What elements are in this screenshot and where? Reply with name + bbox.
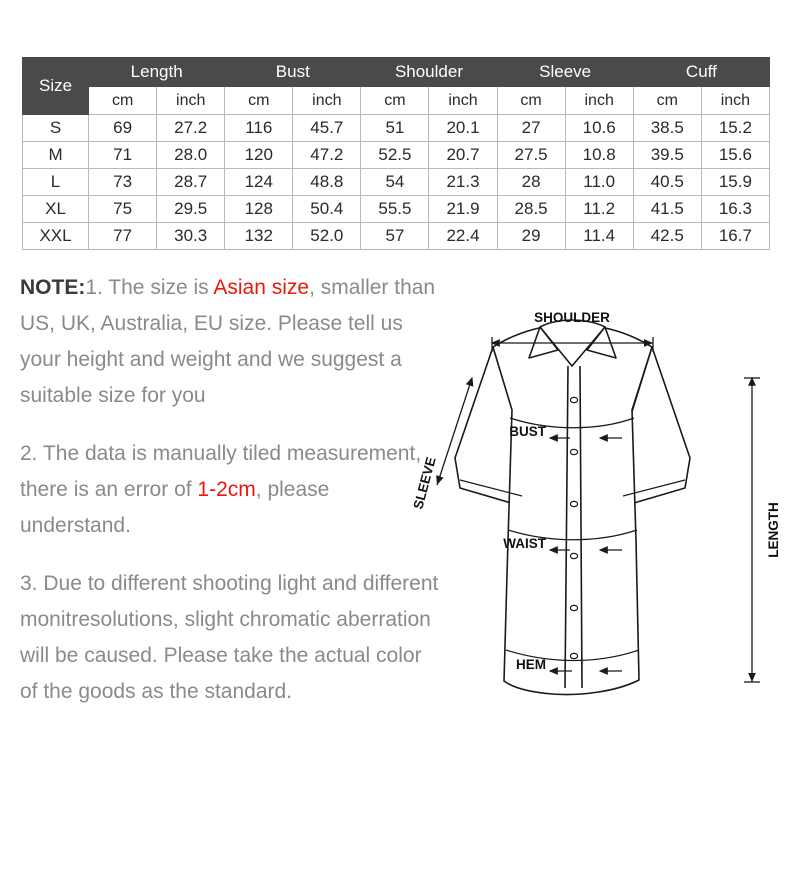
table-cell-size: XL <box>23 196 89 223</box>
label-hem: HEM <box>516 657 546 672</box>
table-cell: 55.5 <box>361 196 429 223</box>
table-cell: 120 <box>225 142 293 169</box>
table-row <box>23 169 770 196</box>
label-waist: WAIST <box>503 536 546 551</box>
table-cell: 28.5 <box>497 196 565 223</box>
table-cell: 51 <box>361 115 429 142</box>
table-cell: 45.7 <box>293 115 361 142</box>
table-cell: 52.0 <box>293 223 361 250</box>
note-1-highlight: Asian size <box>213 276 310 299</box>
table-cell: 10.8 <box>565 142 633 169</box>
table-cell: 128 <box>225 196 293 223</box>
table-cell: 69 <box>89 115 157 142</box>
table-cell-size: L <box>23 169 89 196</box>
table-cell: 38.5 <box>633 115 701 142</box>
table-cell: 28 <box>497 169 565 196</box>
table-cell: 15.2 <box>701 115 769 142</box>
table-cell: 42.5 <box>633 223 701 250</box>
size-chart-table <box>22 57 770 250</box>
table-unit-length-cm: cm <box>89 87 157 115</box>
note-1-text-part2: , smaller than US, UK, Australia, EU size. Please tell us your height and weight and we suggest a suitable size for you <box>20 276 436 407</box>
table-cell-size: M <box>23 142 89 169</box>
table-cell: 15.9 <box>701 169 769 196</box>
table-cell: 29.5 <box>157 196 225 223</box>
table-cell: 48.8 <box>293 169 361 196</box>
table-cell: 124 <box>225 169 293 196</box>
table-unit-sleeve-cm: cm <box>497 87 565 115</box>
table-header-length: Length <box>89 58 225 87</box>
table-cell: 52.5 <box>361 142 429 169</box>
table-cell: 57 <box>361 223 429 250</box>
table-unit-shoulder-inch: inch <box>429 87 497 115</box>
note-2-text-part2: , please understand. <box>20 478 330 537</box>
notes-section <box>20 270 440 732</box>
length-measure-arrow <box>744 378 760 682</box>
note-2 <box>20 436 440 544</box>
label-sleeve: SLEEVE <box>410 455 439 511</box>
table-unit-cuff-cm: cm <box>633 87 701 115</box>
table-cell: 20.1 <box>429 115 497 142</box>
label-bust: BUST <box>509 424 546 439</box>
table-row <box>23 115 770 142</box>
table-head <box>23 58 770 115</box>
table-header-cuff: Cuff <box>633 58 769 87</box>
table-cell: 11.0 <box>565 169 633 196</box>
table-cell: 27 <box>497 115 565 142</box>
table-cell: 15.6 <box>701 142 769 169</box>
table-cell: 27.2 <box>157 115 225 142</box>
shirt-measurement-diagram <box>400 300 790 740</box>
table-header-row-units <box>23 87 770 115</box>
table-header-shoulder: Shoulder <box>361 58 497 87</box>
note-2-highlight: 1-2cm <box>197 478 256 501</box>
table-cell: 11.4 <box>565 223 633 250</box>
note-2-text-part1: 2. The data is manually tiled measurement, there is an error of <box>20 442 422 501</box>
table-cell: 30.3 <box>157 223 225 250</box>
note-3: 3. Due to different shooting light and different monitresolutions, slight chromatic aberration will be caused. Please take the actual color of the goods as the standard. <box>20 572 439 703</box>
table-header-size: Size <box>23 58 89 115</box>
table-unit-bust-inch: inch <box>293 87 361 115</box>
table-cell: 22.4 <box>429 223 497 250</box>
size-chart-table-container <box>22 57 770 250</box>
table-cell: 21.3 <box>429 169 497 196</box>
table-cell: 132 <box>225 223 293 250</box>
table-unit-sleeve-inch: inch <box>565 87 633 115</box>
table-cell: 50.4 <box>293 196 361 223</box>
table-row <box>23 142 770 169</box>
table-unit-cuff-inch: inch <box>701 87 769 115</box>
table-cell: 16.7 <box>701 223 769 250</box>
table-cell: 27.5 <box>497 142 565 169</box>
table-cell: 11.2 <box>565 196 633 223</box>
table-header-sleeve: Sleeve <box>497 58 633 87</box>
table-unit-shoulder-cm: cm <box>361 87 429 115</box>
table-cell-size: S <box>23 115 89 142</box>
table-cell: 54 <box>361 169 429 196</box>
table-cell: 40.5 <box>633 169 701 196</box>
table-cell: 116 <box>225 115 293 142</box>
table-cell: 20.7 <box>429 142 497 169</box>
table-cell: 28.7 <box>157 169 225 196</box>
table-cell: 10.6 <box>565 115 633 142</box>
note-1 <box>20 270 440 414</box>
table-body <box>23 115 770 250</box>
table-cell: 75 <box>89 196 157 223</box>
table-cell: 39.5 <box>633 142 701 169</box>
table-unit-bust-cm: cm <box>225 87 293 115</box>
label-shoulder: SHOULDER <box>534 310 610 325</box>
table-cell: 73 <box>89 169 157 196</box>
table-cell: 71 <box>89 142 157 169</box>
table-cell: 77 <box>89 223 157 250</box>
table-row <box>23 223 770 250</box>
table-header-bust: Bust <box>225 58 361 87</box>
table-cell: 16.3 <box>701 196 769 223</box>
label-length: LENGTH <box>766 502 781 558</box>
note-label: NOTE: <box>20 276 86 299</box>
table-cell: 28.0 <box>157 142 225 169</box>
table-cell: 41.5 <box>633 196 701 223</box>
table-cell: 29 <box>497 223 565 250</box>
table-cell-size: XXL <box>23 223 89 250</box>
note-1-text-part1: 1. The size is <box>85 276 214 299</box>
table-row <box>23 196 770 223</box>
table-unit-length-inch: inch <box>157 87 225 115</box>
shirt-diagram-svg <box>400 300 790 740</box>
shirt-outline <box>455 320 690 694</box>
table-cell: 47.2 <box>293 142 361 169</box>
table-cell: 21.9 <box>429 196 497 223</box>
table-header-row-groups <box>23 58 770 87</box>
